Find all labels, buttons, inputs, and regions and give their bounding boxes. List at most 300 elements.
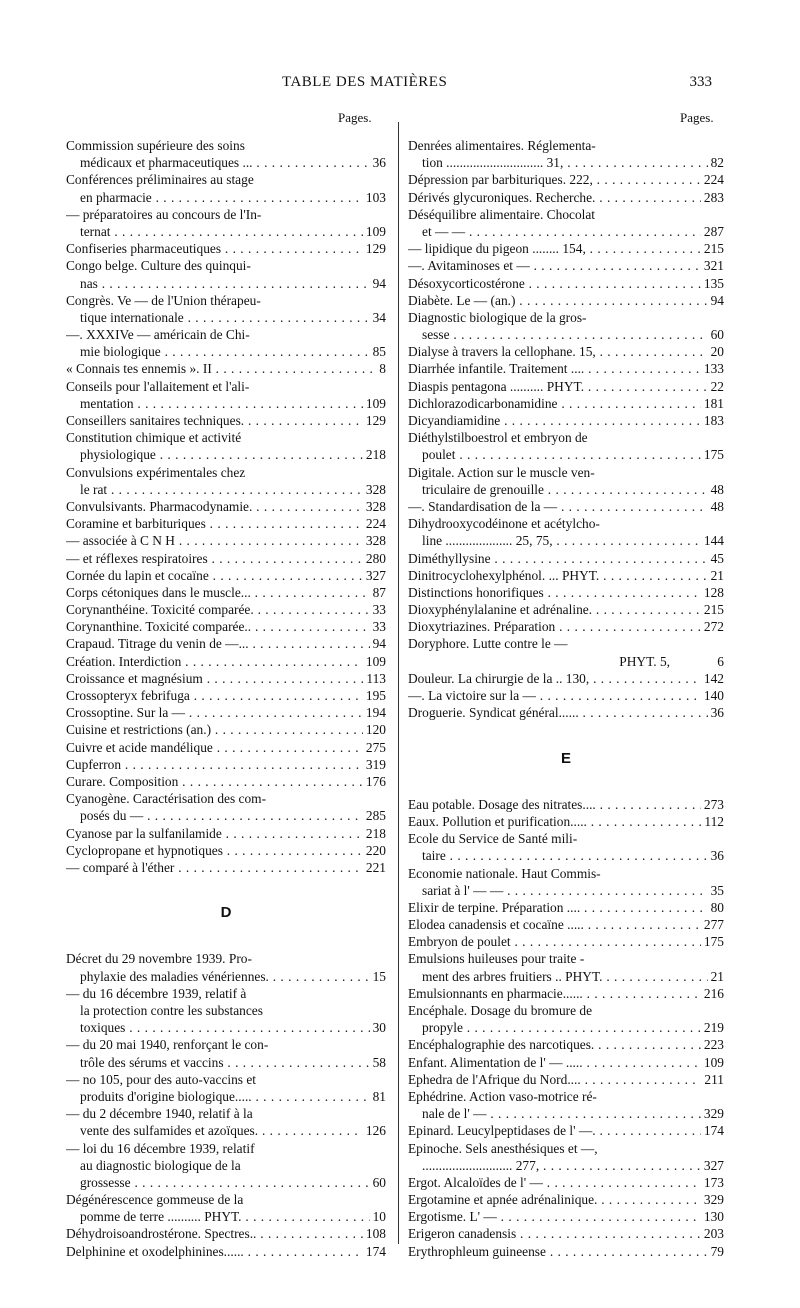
- entry-page: 129: [363, 240, 386, 257]
- index-entry: [408, 223, 724, 240]
- index-entry: [66, 756, 386, 773]
- entry-text: « Connais tes ennemis ». II . . .: [66, 360, 386, 377]
- entry-page: 216: [701, 985, 724, 1002]
- entry-text: — no 105, pour des auto-vaccins et: [66, 1071, 257, 1087]
- index-entry: [408, 1054, 724, 1071]
- entry-page: 109: [363, 395, 386, 412]
- entry-page: 82: [708, 154, 724, 171]
- entry-page: 319: [363, 756, 386, 773]
- index-entry: [66, 635, 386, 652]
- entry-text: Congo belge. Culture des quinqui-: [66, 258, 251, 274]
- spacer: [66, 933, 386, 950]
- entry-page: 85: [370, 343, 386, 360]
- index-entry: [66, 704, 386, 721]
- entry-text: poulet . . .: [422, 446, 724, 463]
- entry-page: 36: [708, 847, 724, 864]
- entry-page: 174: [363, 1243, 386, 1260]
- index-entry: [408, 1036, 724, 1053]
- index-entry: [66, 1019, 386, 1036]
- entry-page: 6: [714, 653, 724, 670]
- index-entry: [408, 189, 724, 206]
- entry-page: 144: [701, 532, 724, 549]
- entry-page: 287: [701, 223, 724, 240]
- index-entry: [66, 1174, 386, 1191]
- index-entry: [408, 515, 724, 532]
- entry-text: Conférences préliminaires au stage: [66, 172, 254, 188]
- index-entry: [66, 498, 386, 515]
- page-title: TABLE DES MATIÈRES: [282, 74, 448, 90]
- entry-page: 218: [363, 446, 386, 463]
- index-entry: [408, 601, 724, 618]
- entry-text: Elixir de terpine. Préparation .... . . .: [408, 899, 724, 916]
- entry-text: Delphinine et oxodelphinines...... . . .: [66, 1243, 386, 1260]
- entry-page: 215: [701, 240, 724, 257]
- index-entry: [408, 1122, 724, 1139]
- entry-text: médicaux et pharmaceutiques ... . . .: [80, 154, 386, 171]
- index-entry: [408, 1174, 724, 1191]
- index-entry: [66, 1208, 386, 1225]
- index-entry: [408, 275, 724, 292]
- entry-page: 176: [363, 773, 386, 790]
- index-entry: [66, 429, 386, 446]
- index-entry: [66, 1191, 386, 1208]
- entry-text: Embryon de poulet . . .: [408, 933, 724, 950]
- entry-text: — comparé à l'éther . . .: [66, 859, 386, 876]
- entry-text: — du 2 décembre 1940, relatif à la: [66, 1106, 253, 1122]
- entry-text: Eaux. Pollution et purification..... . . .: [408, 813, 724, 830]
- entry-text: Curare. Composition . . .: [66, 773, 386, 790]
- entry-page: 108: [363, 1225, 386, 1242]
- entry-text: et — — . . .: [422, 223, 724, 240]
- entry-page: 277: [701, 916, 724, 933]
- entry-text: la protection contre les substances: [80, 1003, 263, 1018]
- entry-text: —. Standardisation de la — . . .: [408, 498, 724, 515]
- entry-page: 120: [363, 721, 386, 738]
- index-entry: [66, 206, 386, 223]
- entry-page: 8: [376, 360, 386, 377]
- entry-text: Ergotisme. L' — . . .: [408, 1208, 724, 1225]
- entry-text: tique internationale . . .: [80, 309, 386, 326]
- entry-text: Erythrophleum guineense . . .: [408, 1243, 724, 1260]
- entry-page: 60: [708, 326, 724, 343]
- entry-page: 183: [701, 412, 724, 429]
- index-entry: [66, 343, 386, 360]
- entry-text: Ephédrine. Action vaso-motrice ré-: [408, 1088, 597, 1104]
- entry-page: 329: [701, 1105, 724, 1122]
- index-entry: [408, 326, 724, 343]
- index-entry: [408, 1208, 724, 1225]
- entry-page: 195: [363, 687, 386, 704]
- entry-text: Denrées alimentaires. Réglementa-: [408, 138, 596, 153]
- entry-text: Dicyandiamidine . . .: [408, 412, 724, 429]
- entry-page: 142: [701, 670, 724, 687]
- entry-text: taire . . .: [422, 847, 724, 864]
- index-entry: [408, 464, 724, 481]
- index-entry: [66, 773, 386, 790]
- index-entry: [408, 292, 724, 309]
- entry-text: mie biologique . . .: [80, 343, 386, 360]
- entry-text: trôle des sérums et vaccins . . .: [80, 1054, 386, 1071]
- entry-text: propyle . . .: [422, 1019, 724, 1036]
- index-entry: [66, 481, 386, 498]
- entry-text: produits d'origine biologique..... . . .: [80, 1088, 386, 1105]
- entry-text: Dégénérescence gommeuse de la: [66, 1192, 244, 1208]
- entry-page: 58: [370, 1054, 386, 1071]
- entry-page: 48: [708, 498, 724, 515]
- entry-text: Dioxytriazines. Préparation . . .: [408, 618, 724, 635]
- index-entry: [66, 1071, 386, 1088]
- entry-text: — lipidique du pigeon ........ 154, . . .: [408, 240, 724, 257]
- index-entry: [66, 1157, 386, 1174]
- index-entry: [408, 1105, 724, 1122]
- entry-page: 220: [363, 842, 386, 859]
- index-entry: [66, 550, 386, 567]
- entry-page: 21: [708, 567, 724, 584]
- entry-text: Déséquilibre alimentaire. Chocolat: [408, 206, 596, 222]
- entry-text: Diarrhée infantile. Traitement .... . . .: [408, 360, 724, 377]
- entry-text: Epinoche. Sels anesthésiques et —,: [408, 1140, 598, 1156]
- entry-page: 140: [701, 687, 724, 704]
- index-entry: [66, 584, 386, 601]
- index-entry: [66, 670, 386, 687]
- entry-page: 224: [701, 171, 724, 188]
- index-entry: [408, 1225, 724, 1242]
- entry-page: 94: [370, 635, 386, 652]
- entry-text: Erigeron canadensis . . .: [408, 1225, 724, 1242]
- entry-text: nas . . .: [80, 275, 386, 292]
- index-entry: [408, 796, 724, 813]
- index-entry: [66, 257, 386, 274]
- entry-page: 285: [363, 807, 386, 824]
- entry-text: —. La victoire sur la — . . .: [408, 687, 724, 704]
- entry-text: toxiques . . .: [80, 1019, 386, 1036]
- index-entry: [408, 240, 724, 257]
- running-header: [0, 74, 800, 94]
- entry-text: Cyanogène. Caractérisation des com-: [66, 791, 267, 807]
- entry-text: Ephedra de l'Afrique du Nord.... . . .: [408, 1071, 724, 1088]
- entry-text: Coramine et barbituriques . . .: [66, 515, 386, 532]
- entry-text: Conseillers sanitaires techniques. . . .: [66, 412, 386, 429]
- index-entry: [66, 292, 386, 309]
- entry-text: Confiseries pharmaceutiques . . .: [66, 240, 386, 257]
- index-entry: [408, 933, 724, 950]
- column-divider: [398, 122, 399, 1244]
- entry-page: 21: [708, 968, 724, 985]
- entry-text: vente des sulfamides et azoïques. . . .: [80, 1122, 386, 1139]
- entry-text: Dépression par barbituriques. 222, . . .: [408, 171, 724, 188]
- entry-text: Convulsions expérimentales chez: [66, 464, 246, 480]
- entry-page: 211: [701, 1071, 724, 1088]
- entry-text: Economie nationale. Haut Commis-: [408, 865, 601, 881]
- entry-text: au diagnostic biologique de la: [80, 1157, 241, 1173]
- entry-page: 329: [701, 1191, 724, 1208]
- index-entry: [66, 171, 386, 188]
- entry-text: — du 16 décembre 1939, relatif à: [66, 985, 247, 1001]
- index-entry: [66, 137, 386, 154]
- index-entry: [408, 481, 724, 498]
- entry-page: 275: [363, 739, 386, 756]
- index-entry: [408, 916, 724, 933]
- entry-page: 94: [708, 292, 724, 309]
- entry-text: line .................... 25, 75, . . .: [422, 532, 724, 549]
- index-entry: [408, 635, 724, 652]
- index-entry: [66, 739, 386, 756]
- index-entry: [408, 985, 724, 1002]
- entry-page: 22: [708, 378, 724, 395]
- entry-page: 30: [370, 1019, 386, 1036]
- entry-page: 175: [701, 446, 724, 463]
- index-entry: [66, 446, 386, 463]
- index-entry: [408, 1019, 724, 1036]
- index-entry: [408, 1088, 724, 1105]
- index-entry: [66, 790, 386, 807]
- entry-text: Dihydrooxycodéinone et acétylcho-: [408, 516, 600, 532]
- entry-text: Conseils pour l'allaitement et l'ali-: [66, 378, 250, 394]
- entry-page: 173: [701, 1174, 724, 1191]
- entry-page: 273: [701, 796, 724, 813]
- entry-text: grossesse . . .: [80, 1174, 386, 1191]
- index-entry: [408, 882, 724, 899]
- entry-page: 321: [701, 257, 724, 274]
- entry-text: Enfant. Alimentation de l' — ..... . . .: [408, 1054, 724, 1071]
- index-entry: [66, 532, 386, 549]
- entry-page: 221: [363, 859, 386, 876]
- index-entry: [408, 343, 724, 360]
- entry-text: sesse . . .: [422, 326, 724, 343]
- entry-text: — du 20 mai 1940, renforçant le con-: [66, 1037, 269, 1053]
- entry-page: 328: [363, 498, 386, 515]
- entry-page: 36: [370, 154, 386, 171]
- index-entry: [66, 515, 386, 532]
- entry-text: Cyclopropane et hypnotiques . . .: [66, 842, 386, 859]
- index-entry: [408, 1002, 724, 1019]
- index-entry: [66, 653, 386, 670]
- entry-text: Diaspis pentagona .......... PHYT. . . .: [408, 378, 724, 395]
- spacer: [66, 876, 386, 893]
- entry-page: 109: [701, 1054, 724, 1071]
- entry-text: Droguerie. Syndicat général...... . . .: [408, 704, 724, 721]
- entry-text: Dinitrocyclohexylphénol. ... PHYT. . . .: [408, 567, 724, 584]
- entry-text: posés du — . . .: [80, 807, 386, 824]
- entry-text: Commission supérieure des soins: [66, 138, 245, 153]
- entry-text: en pharmacie . . .: [80, 189, 386, 206]
- index-entry: [66, 968, 386, 985]
- entry-page: 327: [701, 1157, 724, 1174]
- entry-page: 181: [701, 395, 724, 412]
- entry-text: Congrès. Ve — de l'Union thérapeu-: [66, 292, 261, 308]
- entry-page: 80: [708, 899, 724, 916]
- index-entry: [408, 309, 724, 326]
- entry-text: PHYT. 5,: [619, 653, 670, 669]
- entry-text: Emulsions huileuses pour traite -: [408, 951, 585, 967]
- entry-page: 45: [708, 550, 724, 567]
- entry-page: 60: [370, 1174, 386, 1191]
- entry-text: Crapaud. Titrage du venin de —... . . .: [66, 635, 386, 652]
- entry-page: 194: [363, 704, 386, 721]
- index-entry: [66, 1036, 386, 1053]
- index-entry: [408, 1243, 724, 1260]
- index-entry: [66, 464, 386, 481]
- entry-page: 113: [363, 670, 386, 687]
- index-entry: [66, 842, 386, 859]
- index-entry: [66, 378, 386, 395]
- entry-text: — préparatoires au concours de l'In-: [66, 206, 262, 222]
- index-entry: [66, 223, 386, 240]
- spacer: [408, 721, 724, 738]
- entry-page: 20: [708, 343, 724, 360]
- section-letter: E: [560, 749, 571, 767]
- entry-page: 218: [363, 825, 386, 842]
- entry-text: pomme de terre .......... PHYT. . . .: [80, 1208, 386, 1225]
- index-entry: [408, 899, 724, 916]
- entry-text: Diagnostic biologique de la gros-: [408, 309, 587, 325]
- index-entry: [66, 1054, 386, 1071]
- index-entry: [66, 618, 386, 635]
- entry-text: Elodea canadensis et cocaïne ..... . . .: [408, 916, 724, 933]
- entry-page: 48: [708, 481, 724, 498]
- entry-page: 87: [370, 584, 386, 601]
- entry-page: 36: [708, 704, 724, 721]
- entry-text: Dérivés glycuroniques. Recherche. . . .: [408, 189, 724, 206]
- index-entry: [66, 1002, 386, 1019]
- index-entry: [66, 154, 386, 171]
- index-entry: [408, 670, 724, 687]
- page-number: 333: [689, 74, 712, 90]
- entry-page: 272: [701, 618, 724, 635]
- entry-page: 224: [363, 515, 386, 532]
- entry-text: Dioxyphénylalanine et adrénaline. . . .: [408, 601, 724, 618]
- entry-text: — associée à C N H . . .: [66, 532, 386, 549]
- entry-text: ........................... 277, . . .: [422, 1157, 724, 1174]
- entry-text: Décret du 29 novembre 1939. Pro-: [66, 951, 252, 967]
- index-entry: [66, 1088, 386, 1105]
- index-entry: [408, 532, 724, 549]
- entry-text: Emulsionnants en pharmacie...... . . .: [408, 985, 724, 1002]
- entry-text: Déhydroisoandrostérone. Spectres.. . . .: [66, 1225, 386, 1242]
- index-entry: [408, 137, 724, 154]
- entry-text: Dichlorazodicarbonamidine . . .: [408, 395, 724, 412]
- index-entry: [66, 950, 386, 967]
- entry-page: 203: [701, 1225, 724, 1242]
- entry-page: 135: [701, 275, 724, 292]
- entry-page: 280: [363, 550, 386, 567]
- index-entry: [408, 567, 724, 584]
- spacer: [408, 779, 724, 796]
- entry-text: triculaire de grenouille . . .: [422, 481, 724, 498]
- entry-text: Ergot. Alcaloïdes de l' — . . .: [408, 1174, 724, 1191]
- entry-page: 81: [370, 1088, 386, 1105]
- index-entry: [408, 687, 724, 704]
- index-entry: [408, 154, 724, 171]
- index-entry: [66, 721, 386, 738]
- entry-page: 174: [701, 1122, 724, 1139]
- entry-text: —. Avitaminoses et — . . .: [408, 257, 724, 274]
- entry-text: tion ............................. 31, . . .: [422, 154, 724, 171]
- index-entry: [408, 704, 724, 721]
- entry-text: — loi du 16 décembre 1939, relatif: [66, 1140, 255, 1156]
- entry-text: Encéphalographie des narcotiques. . . .: [408, 1036, 724, 1053]
- entry-text: Corynanthine. Toxicité comparée.. . . .: [66, 618, 386, 635]
- entry-text: Cupferron . . .: [66, 756, 386, 773]
- index-entry: [66, 1122, 386, 1139]
- index-entry: [66, 326, 386, 343]
- entry-text: physiologique . . .: [80, 446, 386, 463]
- entry-page: 109: [363, 223, 386, 240]
- entry-text: Désoxycorticostérone . . .: [408, 275, 724, 292]
- entry-text: ment des arbres fruitiers .. PHYT. . . .: [422, 968, 724, 985]
- index-entry: [408, 865, 724, 882]
- index-entry: [66, 687, 386, 704]
- index-entry: [66, 1140, 386, 1157]
- section-letter: D: [220, 904, 232, 922]
- index-entry: [408, 1140, 724, 1157]
- pages-column-label-left: Pages.: [338, 110, 372, 125]
- entry-text: — et réflexes respiratoires . . .: [66, 550, 386, 567]
- index-column-left: [66, 137, 386, 1260]
- index-entry: [66, 360, 386, 377]
- entry-page: 109: [363, 653, 386, 670]
- index-entry: [408, 618, 724, 635]
- index-entry: [408, 830, 724, 847]
- entry-text: Corynanthéine. Toxicité comparée. . . .: [66, 601, 386, 618]
- index-entry: [66, 395, 386, 412]
- index-entry: [408, 171, 724, 188]
- entry-text: Doryphore. Lutte contre le —: [408, 636, 568, 652]
- index-entry: [66, 275, 386, 292]
- entry-text: —. XXXIVe — américain de Chi-: [66, 327, 250, 343]
- index-entry: [66, 309, 386, 326]
- entry-text: Eau potable. Dosage des nitrates.... . . .: [408, 796, 724, 813]
- index-entry: [66, 567, 386, 584]
- index-entry: [66, 1243, 386, 1260]
- entry-page: 112: [701, 813, 724, 830]
- index-entry: [408, 847, 724, 864]
- entry-page: 10: [370, 1208, 386, 1225]
- entry-text: ternat . . .: [80, 223, 386, 240]
- entry-text: Dialyse à travers la cellophane. 15, . . .: [408, 343, 724, 360]
- entry-page: 15: [370, 968, 386, 985]
- entry-text: Création. Interdiction . . .: [66, 653, 386, 670]
- entry-page: 94: [370, 275, 386, 292]
- entry-page: 133: [701, 360, 724, 377]
- entry-text: sariat à l' — — . . .: [422, 882, 724, 899]
- entry-page: 327: [363, 567, 386, 584]
- index-entry: [408, 950, 724, 967]
- index-entry: [408, 446, 724, 463]
- index-entry: [66, 985, 386, 1002]
- entry-text: mentation . . .: [80, 395, 386, 412]
- entry-page: 33: [370, 601, 386, 618]
- entry-text: Diéthylstilboestrol et embryon de: [408, 430, 588, 446]
- index-entry: [408, 257, 724, 274]
- entry-text: Diméthyllysine . . .: [408, 550, 724, 567]
- entry-text: nale de l' — . . .: [422, 1105, 724, 1122]
- index-entry: [66, 825, 386, 842]
- index-entry: [408, 429, 724, 446]
- entry-page: 175: [701, 933, 724, 950]
- index-column-right: [408, 137, 724, 1260]
- entry-text: Croissance et magnésium . . .: [66, 670, 386, 687]
- entry-text: Constitution chimique et activité: [66, 430, 242, 446]
- entry-text: phylaxie des maladies vénériennes. . . .: [80, 968, 386, 985]
- index-entry: [408, 550, 724, 567]
- entry-page: 130: [701, 1208, 724, 1225]
- index-entry: [408, 206, 724, 223]
- entry-text: Douleur. La chirurgie de la .. 130, . . .: [408, 670, 724, 687]
- index-entry: [408, 498, 724, 515]
- entry-text: Cuisine et restrictions (an.) . . .: [66, 721, 386, 738]
- index-entry: [66, 601, 386, 618]
